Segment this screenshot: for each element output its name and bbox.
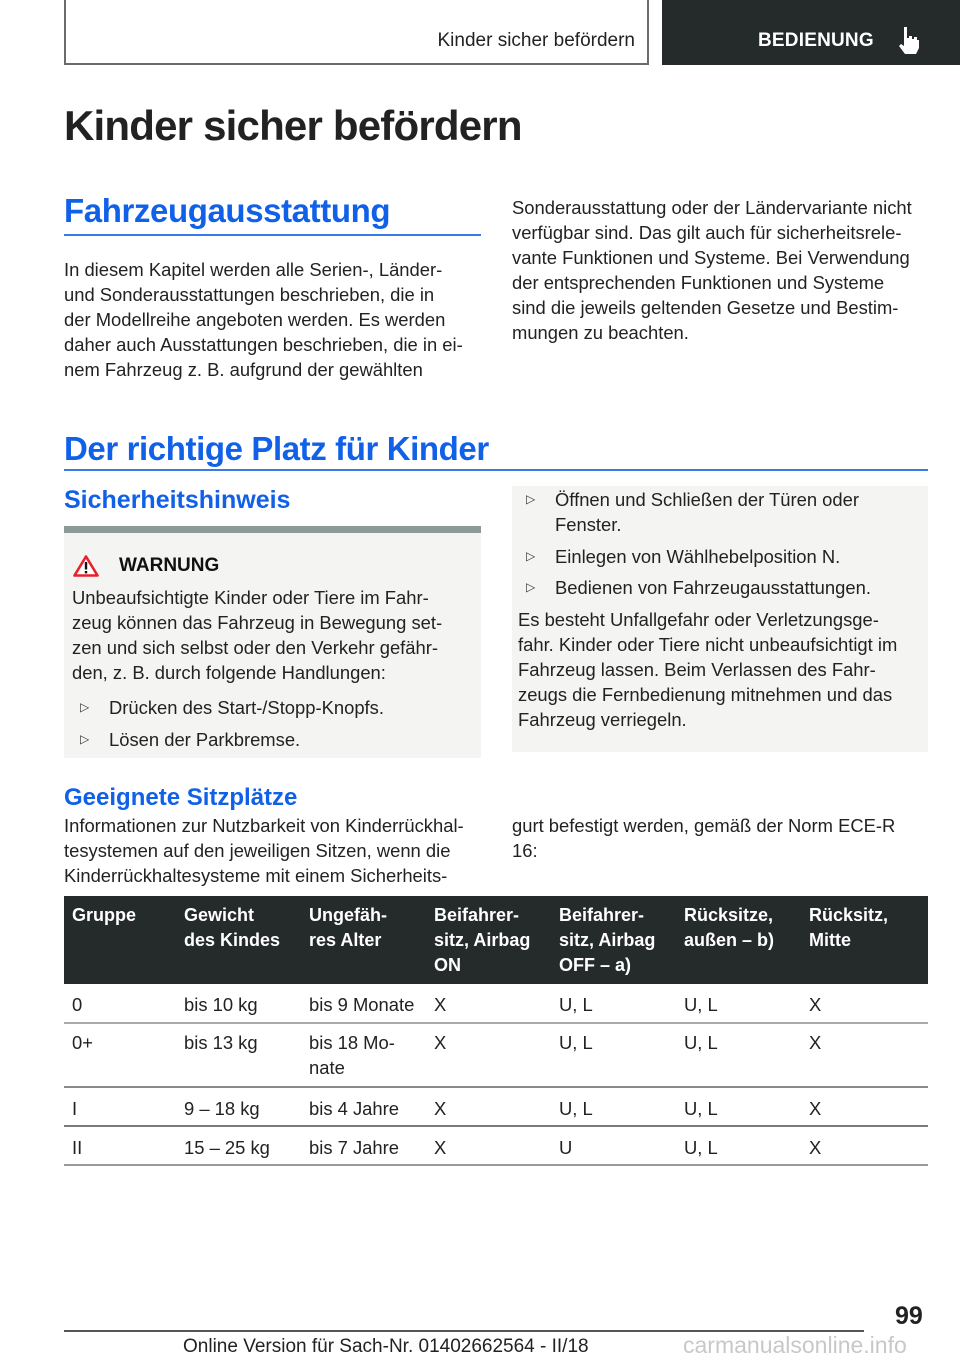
page-title: Kinder sicher befördern [64, 102, 522, 149]
header-section-title: Kinder sicher befördern [437, 30, 635, 51]
footer-online-version: Online Version für Sach-Nr. 01402662564 - II/18 [183, 1336, 589, 1357]
sitzplaetze-text-left [64, 813, 464, 888]
child-seat-table [64, 896, 928, 1166]
text-line: den, z. B. durch folgende Handlungen: [72, 662, 386, 683]
column-header-alter: Ungefäh- res Alter [309, 905, 387, 950]
table-cell: X [434, 1137, 447, 1158]
warning-label: WARNUNG [119, 555, 220, 576]
text-line: der Modellreihe angeboten werden. Es werden [64, 309, 446, 330]
text-line: fahr. Kinder oder Tiere nicht unbeaufsichtigt im [518, 634, 898, 655]
column-header-gruppe: Gruppe [72, 905, 137, 925]
column-header-ruecksitze-aussen: Rücksitze, außen – b) [684, 905, 775, 950]
text-line: zen und sich selbst oder den Verkehr gefähr- [72, 637, 438, 658]
text-line: Es besteht Unfallgefahr oder Verletzungsge- [518, 609, 879, 630]
heading-underline [64, 234, 481, 236]
sitzplaetze-text-right [512, 813, 895, 863]
table-cell: 9 – 18 kg [184, 1098, 260, 1119]
warning-text [72, 585, 442, 685]
text-line: Unbeaufsichtigte Kinder oder Tiere im Fahr- [72, 587, 429, 608]
text-line: Sonderausstattung oder der Ländervariante nicht [512, 197, 912, 218]
text-line: vante Funktionen und Systeme. Bei Verwendung [512, 247, 910, 268]
text-line: daher auch Ausstattungen beschrieben, die in ei- [64, 334, 463, 355]
column-header-beifahrer-on: Beifahrer- sitz, Airbag ON [434, 905, 531, 975]
pointing-hand-icon [895, 26, 921, 54]
table-cell: bis 13 kg [184, 1032, 258, 1053]
column-header-gewicht: Gewicht des Kindes [184, 905, 281, 950]
table-cell: 0 [72, 994, 83, 1015]
text-line: sind die jeweils geltenden Gesetze und Bestim- [512, 297, 899, 318]
table-row [64, 1127, 928, 1166]
table-cell: U, L [559, 994, 593, 1015]
table-cell: U, L [559, 1098, 593, 1119]
header-chapter-tab[interactable] [662, 0, 960, 65]
table-row [64, 984, 928, 1024]
text-line: Informationen zur Nutzbarkeit von Kinderrückhal- [64, 815, 464, 836]
table-cell: U, L [684, 1032, 718, 1053]
heading-geeignete-sitzplaetze: Geeignete Sitzplätze [64, 784, 298, 811]
table-cell: bis 18 Mo- nate [309, 1032, 395, 1078]
heading-richtiger-platz: Der richtige Platz für Kinder [64, 430, 489, 467]
warning-header [73, 555, 219, 577]
table-cell: X [809, 1032, 822, 1053]
table-cell: bis 7 Jahre [309, 1137, 399, 1158]
table-cell: X [809, 994, 822, 1015]
table-cell: I [72, 1098, 78, 1119]
text-line: zeug können das Fahrzeug in Bewegung set- [72, 612, 443, 633]
bullet-triangle-icon: ▷ [526, 492, 536, 506]
table-cell: bis 10 kg [184, 994, 258, 1015]
table-cell: U, L [684, 1137, 718, 1158]
table-cell: bis 4 Jahre [309, 1098, 399, 1119]
text-line: nem Fahrzeug z. B. aufgrund der gewählten [64, 359, 423, 380]
text-line: zeugs die Fernbedienung mitnehmen und das [518, 684, 893, 705]
table-cell: U [559, 1137, 573, 1158]
table-cell: U, L [684, 994, 718, 1015]
text-line: Kinderrückhaltesysteme mit einem Sicherheits- [64, 865, 448, 886]
table-header [64, 896, 928, 984]
text-line: 16: [512, 840, 538, 861]
table-cell: X [809, 1098, 822, 1119]
warning-conclusion [518, 607, 897, 732]
intro-paragraph-right [512, 195, 912, 345]
table-cell: 15 – 25 kg [184, 1137, 270, 1158]
table-row [64, 1088, 928, 1127]
text-line: tesystemen auf den jeweiligen Sitzen, wenn die [64, 840, 451, 861]
text-line: gurt befestigt werden, gemäß der Norm ECE-R [512, 815, 896, 836]
table-cell: X [434, 1098, 447, 1119]
header-section-tab [64, 0, 649, 65]
heading-underline [64, 469, 928, 471]
text-line: der entsprechenden Funktionen und Systeme [512, 272, 885, 293]
warning-triangle-icon [73, 555, 99, 577]
heading-fahrzeugausstattung: Fahrzeugausstattung [64, 192, 391, 229]
column-header-beifahrer-off: Beifahrer- sitz, Airbag OFF – a) [559, 905, 656, 975]
text-line: Fahrzeug lassen. Beim Verlassen des Fahr- [518, 659, 876, 680]
footer-watermark[interactable]: carmanualsonline.info [683, 1332, 907, 1358]
table-cell: U, L [684, 1098, 718, 1119]
heading-sicherheitshinweis: Sicherheitshinweis [64, 486, 291, 514]
bullet-triangle-icon: ▷ [526, 580, 536, 594]
column-header-ruecksitz-mitte: Rücksitz, Mitte [809, 905, 889, 950]
intro-paragraph-left [64, 257, 463, 382]
text-line: verfügbar sind. Das gilt auch für sicherheitsrele- [512, 222, 902, 243]
bullet-triangle-icon: ▷ [526, 549, 536, 563]
text-line: Fahrzeug verriegeln. [518, 709, 687, 730]
table-cell: X [434, 1032, 447, 1053]
header-chapter-label: BEDIENUNG [758, 30, 874, 51]
table-cell: II [72, 1137, 83, 1158]
page-number: 99 [895, 1302, 923, 1330]
table-row [64, 1024, 928, 1088]
bullet-triangle-icon: ▷ [80, 700, 90, 714]
table-cell: bis 9 Monate [309, 994, 415, 1015]
text-line: mungen zu beachten. [512, 322, 689, 343]
text-line: und Sonderausstattungen beschrieben, die in [64, 284, 435, 305]
bullet-triangle-icon: ▷ [80, 732, 90, 746]
table-cell: 0+ [72, 1032, 93, 1053]
table-cell: X [434, 994, 447, 1015]
table-cell: U, L [559, 1032, 593, 1053]
text-line: In diesem Kapitel werden alle Serien-, Länder- [64, 259, 443, 280]
table-cell: X [809, 1137, 822, 1158]
